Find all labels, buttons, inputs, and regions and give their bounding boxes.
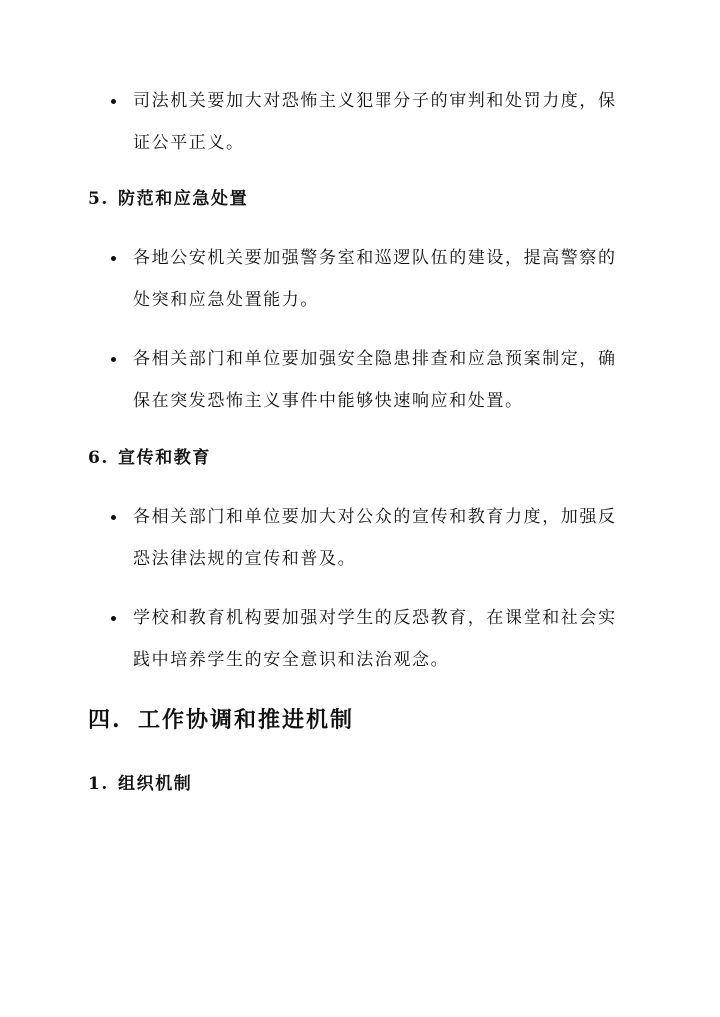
bullet-dot [111,256,116,261]
bullet-dot [111,616,116,621]
bullet-line: 践中培养学生的安全意识和法治观念。 [133,650,450,670]
heading-number: 6. [88,448,109,468]
section-heading-5 [88,187,248,211]
bullet-line: 证公平正义。 [133,133,245,153]
bullet-line: 恐法律法规的宣传和普及。 [133,549,357,569]
bullet-line: 各地公安机关要加强警务室和巡逻队伍的建设，提高警察的 [133,248,617,268]
heading-title: 组织机制 [118,774,193,794]
heading-title: 防范和应急处置 [118,189,249,209]
part-heading-4 [88,705,354,735]
bullet-line: 处突和应急处置能力。 [133,290,319,310]
bullet-dot [111,357,116,362]
bullet-line: 各相关部门和单位要加大对公众的宣传和教育力度，加强反 [133,507,617,527]
section-heading-1 [88,772,192,796]
bullet-line: 保在突发恐怖主义事件中能够快速响应和处置。 [133,391,524,411]
bullet-dot [111,99,116,104]
bullet-line: 学校和教育机构要加强对学生的反恐教育，在课堂和社会实 [133,608,617,628]
section-heading-6 [88,446,211,470]
bullet-line: 各相关部门和单位要加强安全隐患排查和应急预案制定，确 [133,349,617,369]
bullet-dot [111,515,116,520]
heading-title: 工作协调和推进机制 [138,707,355,733]
heading-number: 5. [88,189,109,209]
heading-number: 四. [88,707,122,733]
heading-title: 宣传和教育 [118,448,211,468]
heading-number: 1. [88,774,109,794]
bullet-line: 司法机关要加大对恐怖主义犯罪分子的审判和处罚力度，保 [133,91,617,111]
